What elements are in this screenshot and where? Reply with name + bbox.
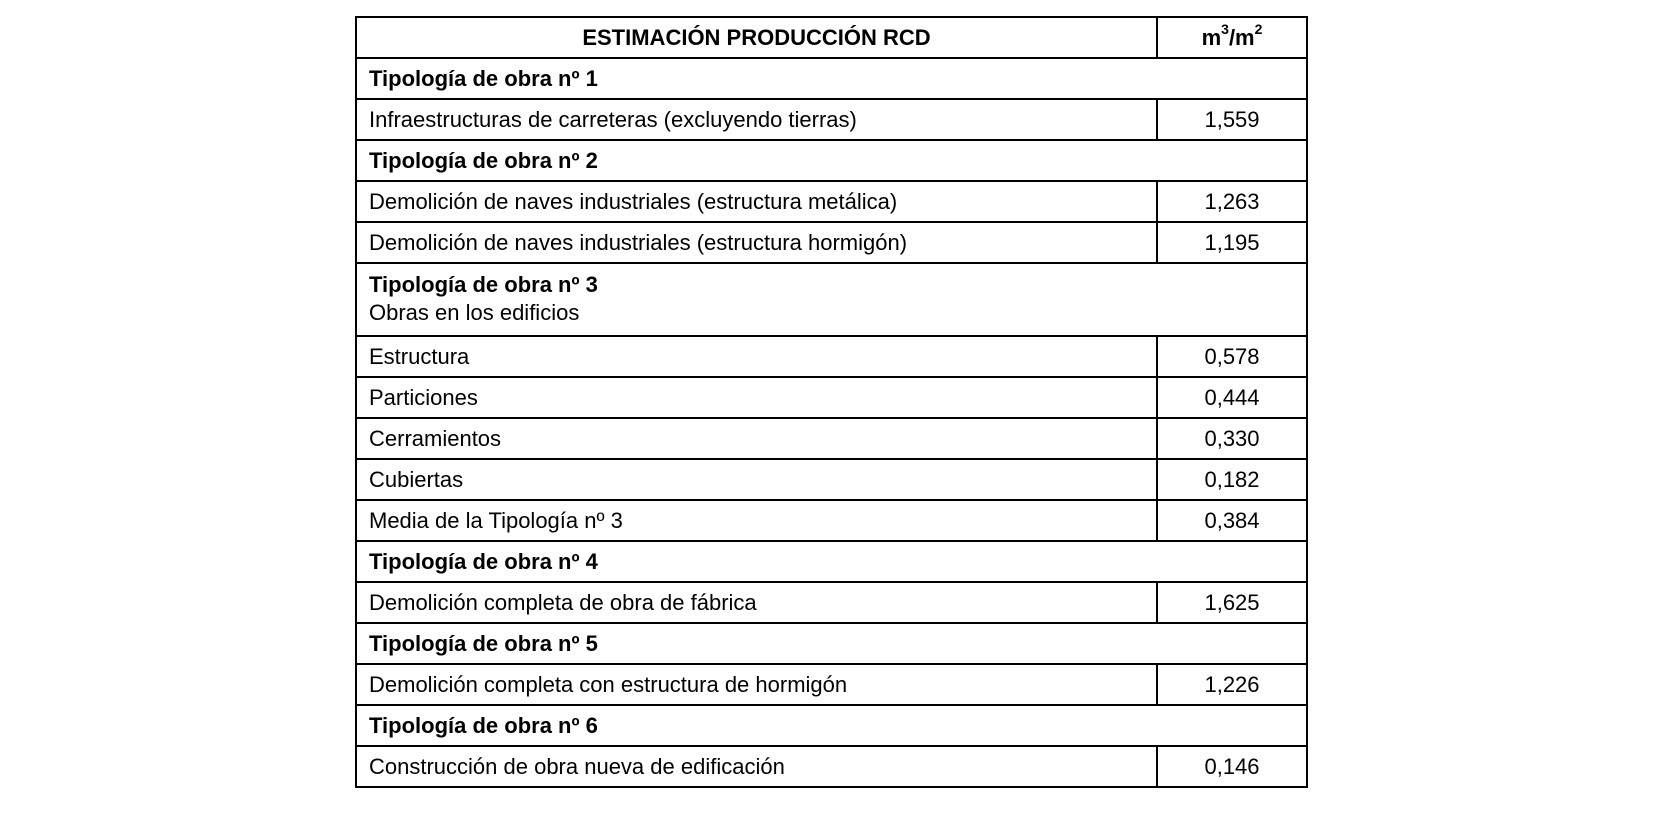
group-title: Tipología de obra nº 6 — [356, 705, 1307, 746]
row-label: Infraestructuras de carreteras (excluyendo tierras) — [356, 99, 1157, 140]
row-label: Demolición de naves industriales (estructura hormigón) — [356, 222, 1157, 263]
row-label: Construcción de obra nueva de edificación — [356, 746, 1157, 787]
table-row — [356, 377, 1307, 418]
group-row — [356, 58, 1307, 99]
table-row — [356, 459, 1307, 500]
table-row — [356, 664, 1307, 705]
table-row — [356, 336, 1307, 377]
group-row — [356, 140, 1307, 181]
row-value: 1,226 — [1157, 664, 1307, 705]
row-label: Particiones — [356, 377, 1157, 418]
group-title: Tipología de obra nº 4 — [356, 541, 1307, 582]
header-title: ESTIMACIÓN PRODUCCIÓN RCD — [356, 17, 1157, 58]
row-value: 1,263 — [1157, 181, 1307, 222]
table-row — [356, 582, 1307, 623]
group-subtitle: Obras en los edificios — [369, 300, 580, 325]
table-row — [356, 222, 1307, 263]
row-value: 0,384 — [1157, 500, 1307, 541]
row-label: Cerramientos — [356, 418, 1157, 459]
row-label: Estructura — [356, 336, 1157, 377]
group-row — [356, 705, 1307, 746]
table-row — [356, 500, 1307, 541]
group-row — [356, 541, 1307, 582]
group-title: Tipología de obra nº 2 — [356, 140, 1307, 181]
row-value: 1,625 — [1157, 582, 1307, 623]
row-value: 0,578 — [1157, 336, 1307, 377]
table-row — [356, 418, 1307, 459]
table-row — [356, 99, 1307, 140]
group-title: Tipología de obra nº 1 — [356, 58, 1307, 99]
table-header-row — [356, 17, 1307, 58]
row-value: 0,330 — [1157, 418, 1307, 459]
row-label: Media de la Tipología nº 3 — [356, 500, 1157, 541]
row-value: 0,444 — [1157, 377, 1307, 418]
row-label: Demolición de naves industriales (estructura metálica) — [356, 181, 1157, 222]
unit-exponent-2: 2 — [1254, 21, 1263, 38]
row-value: 1,195 — [1157, 222, 1307, 263]
group-title-cell — [356, 263, 1307, 336]
group-row — [356, 623, 1307, 664]
row-value: 1,559 — [1157, 99, 1307, 140]
row-label: Demolición completa de obra de fábrica — [356, 582, 1157, 623]
table-row — [356, 181, 1307, 222]
group-title: Tipología de obra nº 5 — [356, 623, 1307, 664]
header-unit — [1157, 17, 1307, 58]
unit-separator: /m — [1228, 24, 1255, 50]
unit-base: m — [1201, 24, 1222, 50]
rcd-estimation-table — [355, 16, 1308, 788]
group-row — [356, 263, 1307, 336]
row-value: 0,146 — [1157, 746, 1307, 787]
group-title: Tipología de obra nº 3 — [369, 272, 598, 297]
unit-exponent-1: 3 — [1221, 21, 1229, 38]
row-label: Cubiertas — [356, 459, 1157, 500]
row-value: 0,182 — [1157, 459, 1307, 500]
row-label: Demolición completa con estructura de hormigón — [356, 664, 1157, 705]
table-row — [356, 746, 1307, 787]
